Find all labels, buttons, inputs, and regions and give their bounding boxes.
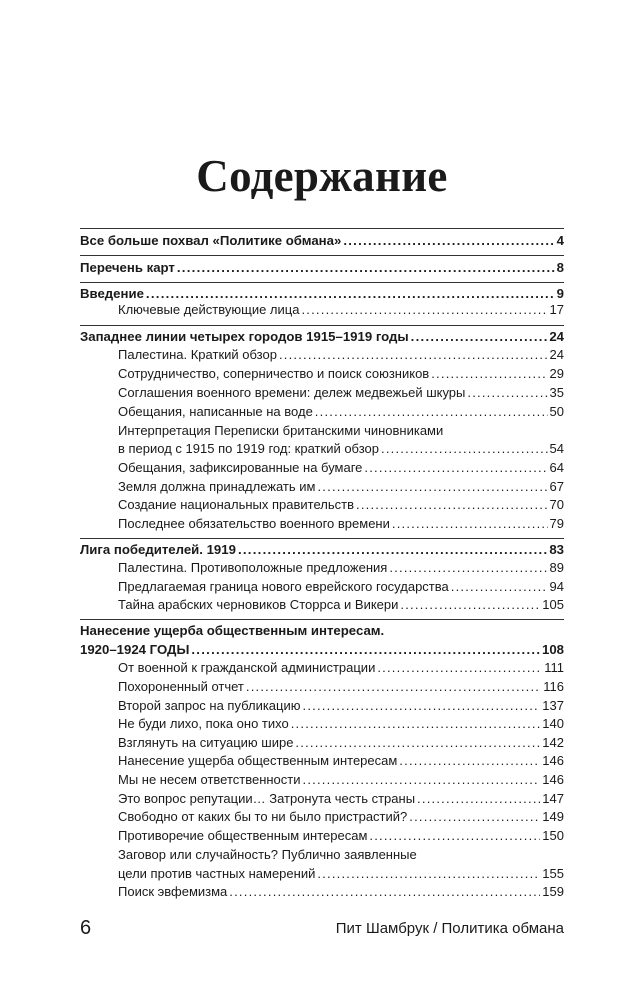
toc-entry-page: 9 [556,286,564,301]
leader-dots [356,495,548,515]
toc-entry-title: Последнее обязательство военного времени [118,516,390,531]
toc-entry-page: 94 [549,579,564,594]
leader-dots [399,751,540,771]
toc-entry-title: Введение [80,286,144,301]
toc-entry-title: Ключевые действующие лица [118,302,300,317]
toc-entry-page: 50 [549,404,564,419]
toc-entry-title: Не буди лихо, пока оно тихо [118,716,289,731]
leader-dots [364,458,547,478]
page-title: Содержание [196,151,448,201]
toc-entry[interactable] [80,258,564,278]
toc-entry-title: Все больше похвал «Политике обмана» [80,233,342,248]
leader-dots [291,714,541,734]
toc-entry-page: 159 [542,884,564,899]
toc-subentry[interactable] [118,677,564,697]
toc-entry[interactable] [80,231,564,251]
toc-subentry[interactable] [118,458,564,478]
toc-entry-title: цели против частных намерений [118,866,316,881]
toc-subentry[interactable] [118,402,564,422]
toc-entry[interactable] [80,327,564,347]
leader-dots [191,640,540,660]
leader-dots [229,882,540,902]
leader-dots [238,540,547,560]
toc-subentry[interactable] [118,439,564,459]
toc-entry-page: 155 [542,866,564,881]
toc-entry[interactable] [80,540,564,560]
leader-dots [467,383,547,403]
toc-entry-page: 4 [556,233,564,248]
toc-subentry[interactable] [118,577,564,597]
toc-entry-page: 116 [543,679,564,694]
toc-subentry[interactable] [118,864,564,884]
section-divider [80,228,564,229]
toc-subentry[interactable] [118,300,564,320]
leader-dots [177,258,555,278]
toc-entry-title: Перечень карт [80,260,175,275]
toc-subentry-first-line: Интерпретация Переписки британскими чиновниками [118,423,444,438]
toc-entry-title: Поиск эвфемизма [118,884,228,899]
toc-subentry[interactable] [118,826,564,846]
section-divider [80,325,564,326]
toc-entry-page: 147 [542,791,564,806]
toc-entry-title: Западнее линии четырех городов 1915–1919 годы [80,329,409,344]
toc-subentry[interactable] [118,558,564,578]
toc-entry-page: 89 [549,560,564,575]
section-divider [80,255,564,256]
toc-subentry[interactable] [118,495,564,515]
leader-dots [431,364,547,384]
leader-dots [389,558,547,578]
toc-subentry[interactable] [118,383,564,403]
toc-entry-page: 70 [549,497,564,512]
toc-entry-page: 111 [544,660,564,675]
leader-dots [392,514,548,534]
toc-entry-title: Земля должна принадлежать им [118,479,316,494]
toc-subentry[interactable] [118,714,564,734]
toc-subentry[interactable] [118,364,564,384]
leader-dots [369,826,540,846]
toc-entry-title: Обещания, написанные на воде [118,404,313,419]
leader-dots [343,231,554,251]
toc-entry-page: 35 [549,385,564,400]
toc-subentry[interactable] [118,595,564,615]
toc-entry-page: 140 [542,716,564,731]
toc-entry-page: 83 [549,542,564,557]
leader-dots [303,770,541,790]
toc-entry-page: 79 [549,516,564,531]
toc-entry-page: 54 [549,441,564,456]
toc-entry-page: 146 [542,772,564,787]
toc-entry-title: Предлагаемая граница нового еврейского государства [118,579,449,594]
toc-entry-title: Нанесение ущерба общественным интересам [118,753,398,768]
leader-dots [315,402,548,422]
section-divider [80,282,564,283]
toc-entry-page: 146 [542,753,564,768]
toc-entry-title: Мы не несем ответственности [118,772,301,787]
leader-dots [295,733,540,753]
toc-entry-page: 108 [541,642,564,657]
toc-entry-page: 105 [542,597,564,612]
toc-entry-page: 8 [556,260,564,275]
toc-subentry[interactable] [118,807,564,827]
toc-subentry[interactable] [118,770,564,790]
leader-dots [301,300,547,320]
page-number: 6 [80,917,92,939]
leader-dots [303,696,541,716]
leader-dots [317,864,540,884]
toc-subentry[interactable] [118,658,564,678]
toc-entry-title: Похороненный отчет [118,679,244,694]
toc-entry-title: От военной к гражданской администрации [118,660,376,675]
toc-entry-title: Тайна арабских черновиков Сторрса и Викери [118,597,399,612]
toc-subentry[interactable] [118,477,564,497]
leader-dots [409,807,540,827]
toc-entry-title: Свободно от каких бы то ни было пристрастий? [118,809,408,824]
toc-entry-title: Лига победителей. 1919 [80,542,236,557]
toc-entry-title: Палестина. Краткий обзор [118,347,277,362]
toc-entry-title: в период с 1915 по 1919 год: краткий обзор [118,441,379,456]
toc-entry-page: 17 [549,302,564,317]
toc-entry-page: 64 [549,460,564,475]
toc-subentry[interactable] [118,696,564,716]
toc-subentry[interactable] [118,514,564,534]
leader-dots [451,577,548,597]
toc-entry-title: Противоречие общественным интересам [118,828,368,843]
toc-entry-page: 137 [542,698,564,713]
toc-entry-title: Это вопрос репутации… Затронута честь страны [118,791,416,806]
toc-entry-page: 24 [549,329,564,344]
leader-dots [400,595,540,615]
toc-subentry[interactable] [118,345,564,365]
toc-entry-title: Соглашения военного времени: дележ медвежьей шкуры [118,385,466,400]
section-divider [80,619,564,620]
toc-entry-title: 1920–1924 ГОДЫ [80,642,190,657]
toc-entry[interactable] [80,640,564,660]
leader-dots [417,789,540,809]
toc-subentry[interactable] [118,882,564,902]
toc-entry-first-line: Нанесение ущерба общественным интересам. [80,623,385,638]
leader-dots [317,477,547,497]
leader-dots [246,677,541,697]
running-head: Пит Шамбрук / Политика обмана [335,920,564,937]
toc-entry-title: Создание национальных правительств [118,497,354,512]
toc-entry-page: 149 [542,809,564,824]
toc-entry-title: Взглянуть на ситуацию шире [118,735,294,750]
toc-entry-title: Второй запрос на публикацию [118,698,301,713]
leader-dots [279,345,548,365]
toc-subentry-first-line: Заговор или случайность? Публично заявленные [118,847,417,862]
toc-entry-page: 29 [549,366,564,381]
toc-subentry[interactable] [118,751,564,771]
toc-entry-page: 24 [549,347,564,362]
toc-entry-title: Палестина. Противоположные предложения [118,560,388,575]
section-divider [80,538,564,539]
toc-entry-title: Сотрудничество, соперничество и поиск союзников [118,366,430,381]
leader-dots [381,439,548,459]
toc-entry-page: 150 [542,828,564,843]
leader-dots [411,327,548,347]
toc-entry-title: Обещания, зафиксированные на бумаге [118,460,363,475]
leader-dots [377,658,542,678]
toc-subentry[interactable] [118,733,564,753]
toc-entry-page: 142 [542,735,564,750]
toc-entry-page: 67 [549,479,564,494]
toc-subentry[interactable] [118,789,564,809]
